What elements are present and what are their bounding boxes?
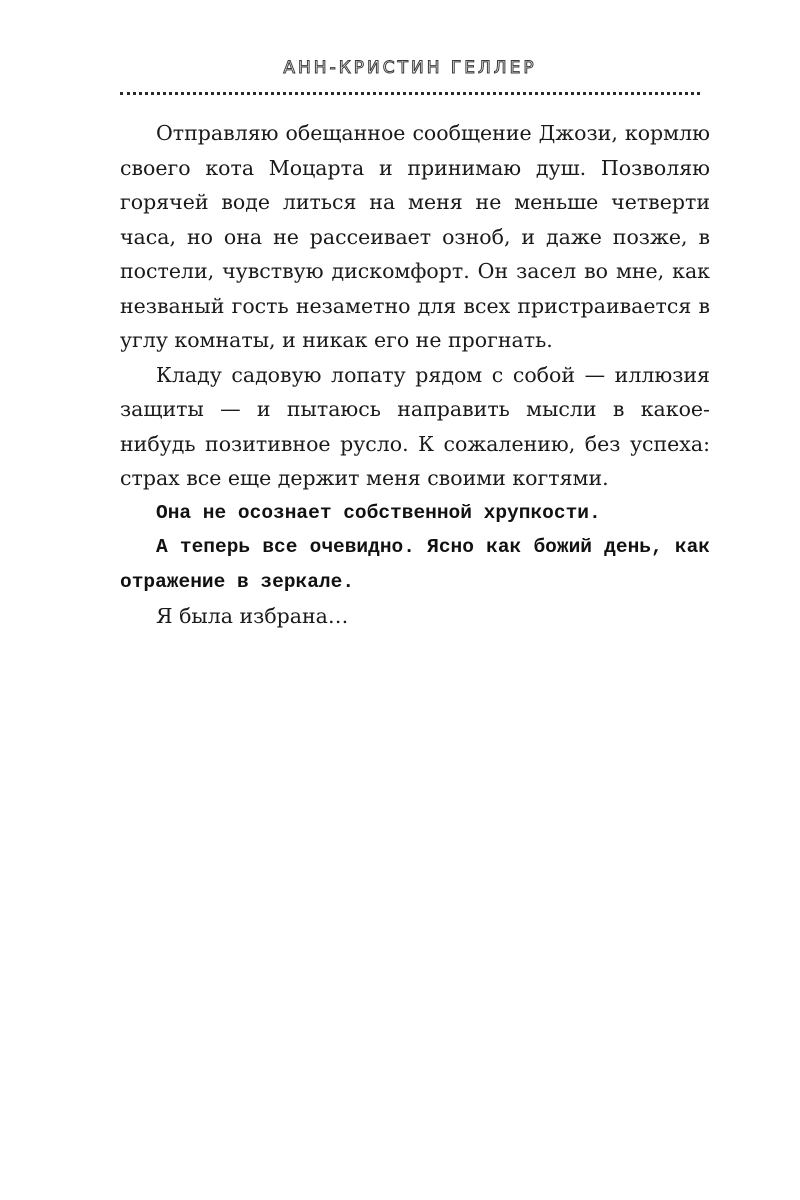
body-text <box>120 116 710 634</box>
paragraph-2: Кладу садовую лопату рядом с собой — иллюзия защиты — и пытаюсь направить мысли в какое-нибудь позитивное русло. К сожалению, без успеха: страх все еще держит меня своими когтями. <box>120 362 710 490</box>
typed-note-2: А теперь все очевидно. Ясно как божий день, как отражение в зеркале. <box>120 536 710 593</box>
header-dotted-rule <box>120 92 700 95</box>
paragraph-1: Отправляю обещанное сообщение Джози, кормлю своего кота Моцарта и принимаю душ. Позволяю горячей воде литься на меня не меньше четверти часа, но она не рассеивает озноб, и даже позже, в постели, чувствую дискомфорт. Он засел во мне, как незваный гость незаметно для всех пристраивается в углу комнаты, и никак его не прогнать. <box>120 121 710 352</box>
typed-note-1: Она не осознает собственной хрупкости. <box>156 501 601 524</box>
paragraph-final: Я была избрана… <box>156 604 349 628</box>
running-header-author: АНН-КРИСТИН ГЕЛЛЕР <box>283 58 537 78</box>
